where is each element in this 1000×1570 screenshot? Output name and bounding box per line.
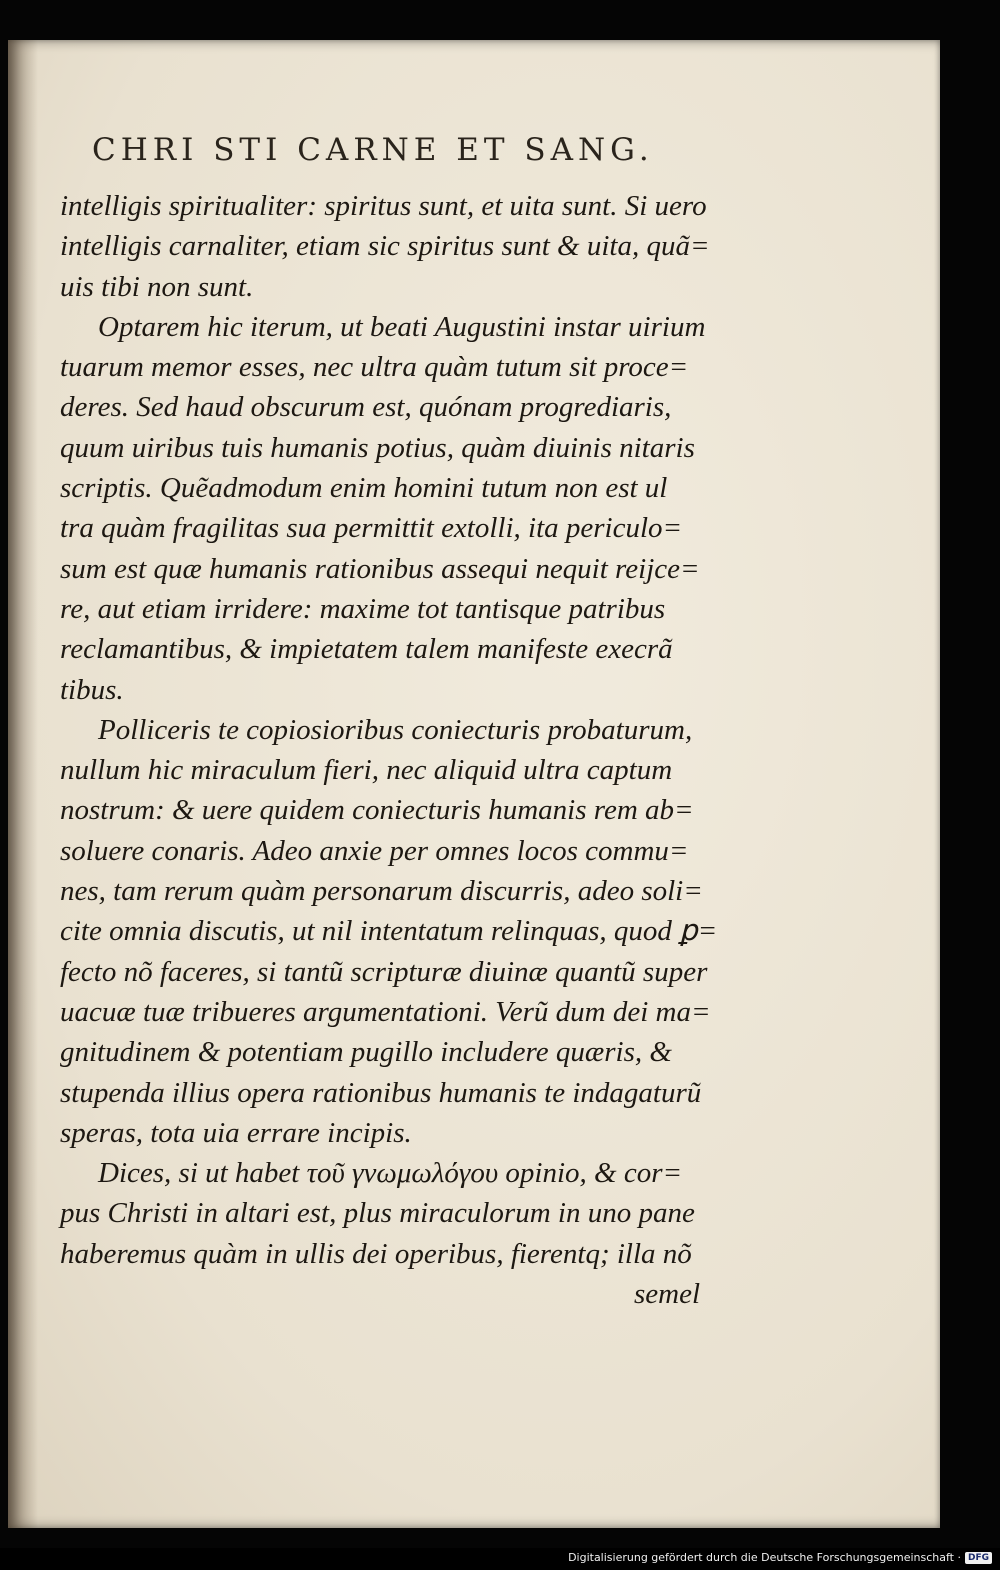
text-line: pus Christi in altari est, plus miraculorum in uno pane (60, 1197, 695, 1230)
page-gutter-shadow (8, 40, 38, 1528)
text-line: sum est quæ humanis rationibus assequi nequit reijce= (60, 552, 700, 585)
text-line: deres. Sed haud obscurum est, quónam progrediaris, (60, 391, 672, 424)
text-line: tibus. (60, 673, 124, 706)
text-line: stupenda illius opera rationibus humanis te indagaturũ (60, 1076, 702, 1109)
text-line: uis tibi non sunt. (60, 270, 254, 303)
text-line: haberemus quàm in ullis dei operibus, fierentq; illa nõ (60, 1237, 692, 1270)
text-line: intelligis spiritualiter: spiritus sunt, et uita sunt. Si uero (60, 190, 707, 222)
text-line: Polliceris te copiosioribus coniecturis probaturum, (98, 713, 693, 746)
text-line: reclamantibus, & impietatem talem manifeste execrã (60, 633, 673, 666)
text-line: re, aut etiam irridere: maxime tot tantisque patribus (60, 592, 666, 625)
text-line: nostrum: & uere quidem coniecturis humanis rem ab= (60, 794, 694, 827)
page-text-block (60, 186, 718, 1314)
text-line: Optarem hic iterum, ut beati Augustini instar uirium (98, 310, 706, 343)
text-line: fecto nõ faceres, si tantũ scripturæ diuinæ quantũ super (60, 955, 708, 988)
text-line: Dices, si ut habet τοῦ γνωμωλόγου opinio, & cor= (98, 1157, 683, 1190)
running-head: CHRI STI CARNE ET SANG. (92, 132, 654, 168)
text-line: soluere conaris. Adeo anxie per omnes locos commu= (60, 834, 689, 867)
text-line: uacuæ tuæ tribueres argumentationi. Verũ dum dei ma= (60, 995, 711, 1028)
text-line: gnitudinem & potentiam pugillo includere quæris, & (60, 1036, 672, 1069)
text-line: scriptis. Quẽadmodum enim homini tutum non est ul (60, 472, 668, 505)
credit-text: Digitalisierung gefördert durch die Deutsche Forschungsgemeinschaft · (568, 1551, 961, 1564)
digitization-credit (568, 1551, 992, 1564)
dfg-logo-icon: DFG (965, 1552, 992, 1564)
text-line: quum uiribus tuis humanis potius, quàm diuinis nitaris (60, 431, 695, 464)
text-line: speras, tota uia errare incipis. (60, 1116, 412, 1149)
catchword: semel (633, 1278, 700, 1311)
text-line: cite omnia discutis, ut nil intentatum relinquas, quod ꝑ= (60, 915, 718, 948)
text-line: intelligis carnaliter, etiam sic spiritus sunt & uita, quã= (60, 230, 710, 263)
text-line: tuarum memor esses, nec ultra quàm tutum sit proce= (60, 351, 689, 384)
text-line: nullum hic miraculum fieri, nec aliquid ultra captum (60, 754, 673, 787)
text-line: tra quàm fragilitas sua permittit extolli, ita periculo= (60, 512, 683, 545)
text-line: nes, tam rerum quàm personarum discurris, adeo soli= (60, 875, 703, 908)
